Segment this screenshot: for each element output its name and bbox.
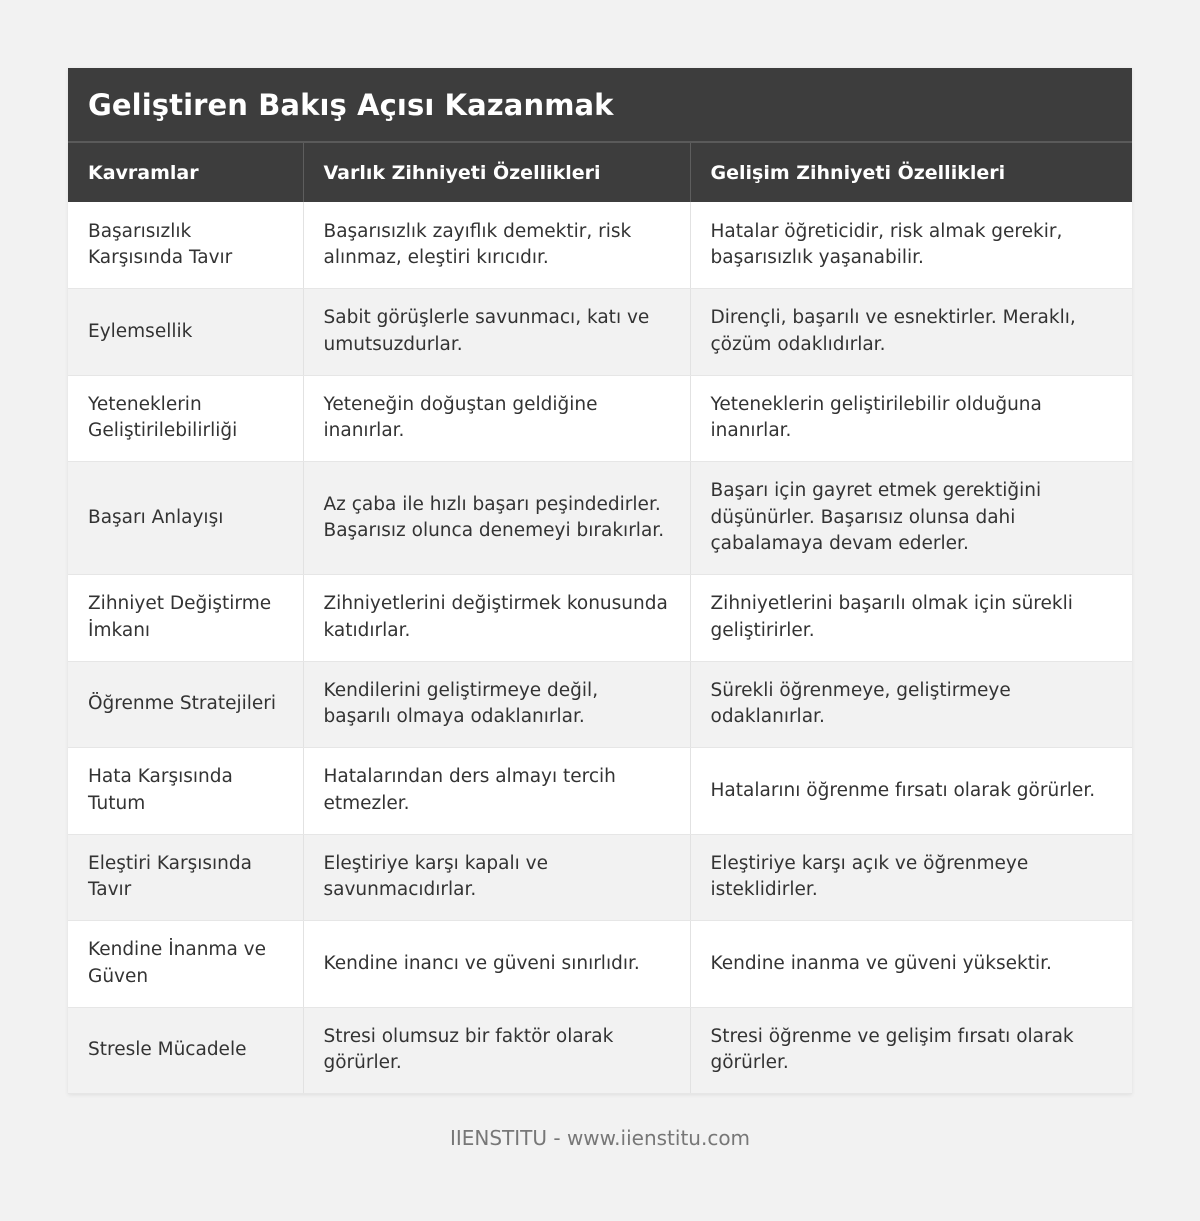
growth-mindset-cell: Zihniyetlerini başarılı olmak için sürekli geliştirirler. (690, 575, 1132, 662)
table-row (68, 575, 1132, 662)
fixed-mindset-cell: Kendine inancı ve güveni sınırlıdır. (303, 921, 690, 1008)
column-header: Varlık Zihniyeti Özellikleri (303, 143, 690, 202)
fixed-mindset-cell: Stresi olumsuz bir faktör olarak görürler. (303, 1007, 690, 1094)
concept-cell: Kendine İnanma ve Güven (68, 921, 303, 1008)
table-row (68, 748, 1132, 835)
growth-mindset-cell: Eleştiriye karşı açık ve öğrenmeye isteklidirler. (690, 834, 1132, 921)
comparison-table (68, 143, 1132, 1094)
concept-cell: Eleştiri Karşısında Tavır (68, 834, 303, 921)
table-card (68, 68, 1132, 1094)
concept-cell: Öğrenme Stratejileri (68, 661, 303, 748)
growth-mindset-cell: Hatalar öğreticidir, risk almak gerekir, başarısızlık yaşanabilir. (690, 202, 1132, 289)
header-row (68, 143, 1132, 202)
table-row (68, 834, 1132, 921)
concept-cell: Zihniyet Değiştirme İmkanı (68, 575, 303, 662)
growth-mindset-cell: Başarı için gayret etmek gerektiğini düşünürler. Başarısız olunsa dahi çabalamaya devam ederler. (690, 462, 1132, 575)
concept-cell: Eylemsellik (68, 289, 303, 376)
fixed-mindset-cell: Az çaba ile hızlı başarı peşindedirler. Başarısız olunca denemeyi bırakırlar. (303, 462, 690, 575)
growth-mindset-cell: Sürekli öğrenmeye, geliştirmeye odaklanırlar. (690, 661, 1132, 748)
growth-mindset-cell: Stresi öğrenme ve gelişim fırsatı olarak görürler. (690, 1007, 1132, 1094)
table-row (68, 1007, 1132, 1094)
growth-mindset-cell: Dirençli, başarılı ve esnektirler. Meraklı, çözüm odaklıdırlar. (690, 289, 1132, 376)
fixed-mindset-cell: Başarısızlık zayıflık demektir, risk alınmaz, eleştiri kırıcıdır. (303, 202, 690, 289)
concept-cell: Başarısızlık Karşısında Tavır (68, 202, 303, 289)
growth-mindset-cell: Yeteneklerin geliştirilebilir olduğuna inanırlar. (690, 375, 1132, 462)
fixed-mindset-cell: Kendilerini geliştirmeye değil, başarılı olmaya odaklanırlar. (303, 661, 690, 748)
table-row (68, 202, 1132, 289)
fixed-mindset-cell: Eleştiriye karşı kapalı ve savunmacıdırlar. (303, 834, 690, 921)
column-header: Gelişim Zihniyeti Özellikleri (690, 143, 1132, 202)
table-row (68, 462, 1132, 575)
table-row (68, 921, 1132, 1008)
table-row (68, 661, 1132, 748)
concept-cell: Başarı Anlayışı (68, 462, 303, 575)
concept-cell: Hata Karşısında Tutum (68, 748, 303, 835)
title-bar (68, 68, 1132, 143)
table-row (68, 375, 1132, 462)
concept-cell: Stresle Mücadele (68, 1007, 303, 1094)
growth-mindset-cell: Kendine inanma ve güveni yüksektir. (690, 921, 1132, 1008)
fixed-mindset-cell: Hatalarından ders almayı tercih etmezler. (303, 748, 690, 835)
column-header: Kavramlar (68, 143, 303, 202)
fixed-mindset-cell: Yeteneğin doğuştan geldiğine inanırlar. (303, 375, 690, 462)
table-title: Geliştiren Bakış Açısı Kazanmak (88, 87, 614, 122)
footer-credit: IIENSTITU - www.iienstitu.com (449, 1126, 751, 1150)
fixed-mindset-cell: Sabit görüşlerle savunmacı, katı ve umutsuzdurlar. (303, 289, 690, 376)
fixed-mindset-cell: Zihniyetlerini değiştirmek konusunda katıdırlar. (303, 575, 690, 662)
table-row (68, 289, 1132, 376)
growth-mindset-cell: Hatalarını öğrenme fırsatı olarak görürler. (690, 748, 1132, 835)
concept-cell: Yeteneklerin Geliştirilebilirliği (68, 375, 303, 462)
